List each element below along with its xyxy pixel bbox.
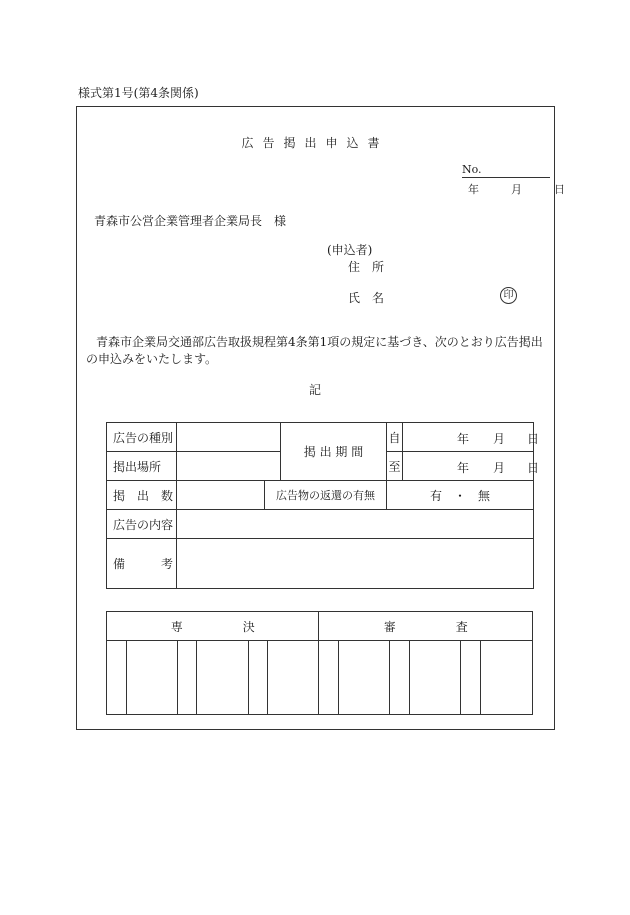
page-title: 広告掲出申込書 (241, 136, 389, 150)
approval-stamp-cell[interactable] (248, 641, 268, 715)
count-label: 掲 出 数 (107, 481, 177, 510)
seal-mark: 印 (500, 287, 517, 304)
approval-stamp-cell[interactable] (390, 641, 410, 715)
senketsu-header: 専 決 (107, 612, 319, 641)
applicant-heading: (申込者) (327, 243, 373, 257)
ad-type-label: 広告の種別 (107, 423, 177, 452)
approval-stamp-cell[interactable] (107, 641, 127, 715)
to-month-label: 月 (493, 461, 506, 475)
period-from-label: 自 (387, 423, 403, 452)
count-field[interactable] (177, 481, 265, 510)
ki-heading: 記 (308, 383, 321, 397)
applicant-address-label: 住 所 (348, 260, 385, 274)
return-label: 広告物の返還の有無 (265, 481, 387, 510)
remarks-field[interactable] (177, 539, 534, 589)
application-statement: 青森市企業局交通部広告取扱規程第4条第1項の規定に基づき、次のとおり広告掲出の申込みをいたします。 (86, 335, 543, 366)
application-date (468, 181, 565, 197)
addressee: 青森市公営企業管理者企業局長 様 (94, 214, 287, 228)
date-month-label: 月 (511, 183, 522, 196)
application-details-table (106, 422, 540, 589)
return-options[interactable]: 有 ・ 無 (387, 481, 534, 510)
period-label: 掲 出 期 間 (281, 423, 387, 481)
approval-table (106, 611, 533, 715)
to-day-label: 日 (527, 461, 540, 475)
from-month-label: 月 (493, 432, 506, 446)
approval-stamp-cell[interactable] (177, 641, 197, 715)
remarks-label: 備 考 (107, 539, 177, 589)
period-to-date-field[interactable] (403, 452, 540, 481)
location-field[interactable] (177, 452, 281, 481)
approval-stamp-cell[interactable] (268, 641, 319, 715)
approval-stamp-cell[interactable] (197, 641, 248, 715)
approval-stamp-cell[interactable] (339, 641, 390, 715)
period-from-date-field[interactable] (403, 423, 540, 452)
to-year-label: 年 (457, 461, 470, 475)
date-year-label: 年 (468, 183, 479, 196)
from-day-label: 日 (527, 432, 540, 446)
location-label: 掲出場所 (107, 452, 177, 481)
ad-type-field[interactable] (177, 423, 281, 452)
from-year-label: 年 (457, 432, 470, 446)
content-label: 広告の内容 (107, 510, 177, 539)
form-number-label: 様式第1号(第4条関係) (78, 86, 199, 100)
approval-stamp-cell[interactable] (480, 641, 532, 715)
applicant-name-label: 氏 名 (348, 291, 385, 305)
date-day-label: 日 (554, 183, 565, 196)
shinsa-header: 審 査 (319, 612, 533, 641)
approval-stamp-cell[interactable] (319, 641, 339, 715)
number-label: No. (462, 163, 482, 176)
approval-stamp-cell[interactable] (460, 641, 480, 715)
period-to-label: 至 (387, 452, 403, 481)
number-underline (462, 177, 550, 178)
approval-stamp-cell[interactable] (126, 641, 177, 715)
approval-stamp-cell[interactable] (409, 641, 460, 715)
content-field[interactable] (177, 510, 534, 539)
